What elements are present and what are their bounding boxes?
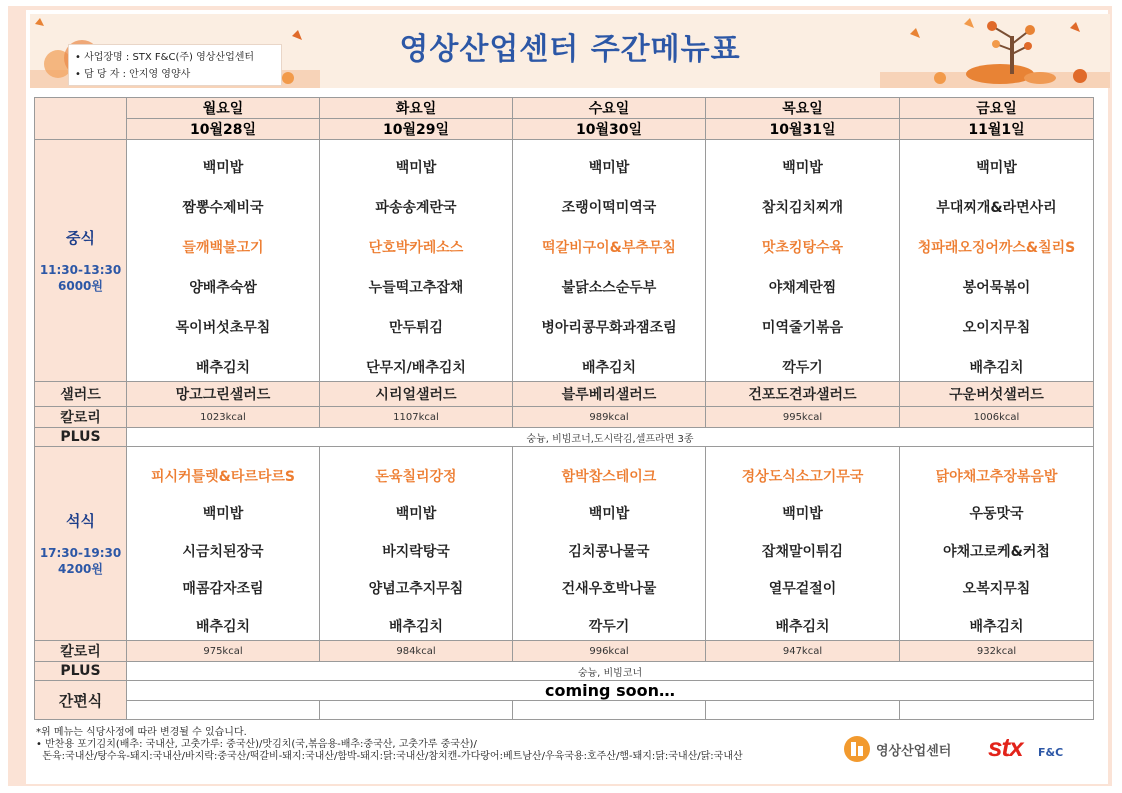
lunch-dish: 봉어묵볶이 [962,279,1031,296]
lunch-dishes-thu [706,141,899,381]
lunch-calorie-label: 칼로리 [35,407,127,428]
lunch-calorie-tue: 1107kcal [320,407,513,428]
lunch-plus-row [35,428,1094,447]
lunch-dish: 깍두기 [782,359,823,376]
lunch-dish: 백미밥 [976,159,1017,176]
dinner-dish: 바지락탕국 [382,543,450,560]
salad-row [35,382,1094,407]
dinner-dish: 피시커틀렛&타르타르S [150,468,295,485]
lunch-dish: 파송송계란국 [375,199,457,216]
dinner-price: 4200원 [58,562,103,576]
lunch-price: 6000원 [58,279,103,293]
dinner-dish: 함박찹스테이크 [561,468,657,485]
lunch-dish: 조랭이떡미역국 [561,199,657,216]
dinner-label-cell [35,447,127,641]
lunch-dish: 들깨백불고기 [182,239,264,256]
lunch-calorie-row [35,407,1094,428]
dinner-dish: 백미밥 [202,506,244,522]
lunch-cell-wed [513,140,706,382]
dinner-dishes-tue [320,448,512,640]
dinner-dish: 돈육칠리강정 [375,468,457,485]
date-tue: 10월29일 [320,119,513,140]
lunch-cell-thu [706,140,900,382]
dinner-dish: 깍두기 [588,618,630,635]
snack-text: coming soon… [127,681,1094,701]
dinner-calorie-fri: 932kcal [900,641,1094,662]
salad-wed: 블루베리샐러드 [513,382,706,407]
lunch-plus-label: PLUS [35,428,127,447]
lunch-dish: 병아리콩무화과잼조림 [541,319,677,336]
dinner-dish: 배추김치 [195,618,251,635]
dinner-plus-label: PLUS [35,662,127,681]
dinner-dish: 백미밥 [588,506,630,522]
date-thu: 10월31일 [706,119,900,140]
dinner-calorie-thu: 947kcal [706,641,900,662]
lunch-calorie-fri: 1006kcal [900,407,1094,428]
snack-empty-fri [900,701,1094,720]
date-wed: 10월30일 [513,119,706,140]
dinner-dish: 배추김치 [969,618,1024,635]
lunch-dish: 백미밥 [588,159,630,176]
footer-logos [842,732,1082,768]
dinner-dishes-wed [513,448,705,640]
lunch-dish: 배추김치 [195,359,251,376]
dinner-dish: 양념고추지무침 [368,581,464,597]
dinner-dish: 오복지무침 [962,581,1031,597]
center-logo-icon [842,734,872,764]
dinner-cell-fri [900,447,1094,641]
dinner-dishes-thu [706,448,899,640]
dinner-dishes-mon [127,448,319,640]
dinner-label: 석식 [66,512,95,530]
lunch-cell-tue [320,140,513,382]
lunch-dish: 백미밥 [395,159,437,176]
lunch-dish: 야채계란찜 [768,279,837,296]
dinner-cell-wed [513,447,706,641]
day-mon: 월요일 [127,98,320,119]
lunch-dish: 단무지/배추김치 [366,359,466,376]
dinner-time: 17:30-19:30 [39,546,122,560]
dinner-dish: 열무겉절이 [768,581,837,597]
lunch-dish: 참치김치찌개 [761,199,844,216]
lunch-dish: 맛초킹탕수육 [761,239,844,256]
lunch-dish: 만두튀김 [388,319,444,336]
lunch-label-cell [35,140,127,382]
dinner-dish: 잡채말이튀김 [761,543,844,560]
salad-fri: 구운버섯샐러드 [900,382,1094,407]
day-tue: 화요일 [320,98,513,119]
dinner-cell-thu [706,447,900,641]
day-thu: 목요일 [706,98,900,119]
lunch-dishes-tue [320,141,512,381]
lunch-cell-fri [900,140,1094,382]
dinner-dish: 매콤감자조림 [182,581,264,597]
dinner-dish: 야채고로케&커첩 [943,543,1050,560]
center-logo-text: 영상산업센터 [876,744,952,759]
salad-mon: 망고그린샐러드 [127,382,320,407]
lunch-calorie-thu: 995kcal [706,407,900,428]
dinner-dish: 배추김치 [775,618,830,635]
dinner-cell-tue [320,447,513,641]
lunch-dishes-wed [513,141,705,381]
date-fri: 11월1일 [900,119,1094,140]
salad-tue: 시리얼샐러드 [320,382,513,407]
dinner-dish: 배추김치 [388,618,444,635]
lunch-dish: 불닭소스순두부 [561,279,657,296]
dinner-dish: 백미밥 [395,506,437,522]
snack-row [35,681,1094,701]
dinner-calorie-tue: 984kcal [320,641,513,662]
lunch-label: 중식 [66,229,95,247]
date-mon: 10월28일 [127,119,320,140]
dinner-dish: 김치콩나물국 [568,543,650,560]
lunch-row [35,140,1094,382]
lunch-dish: 목이버섯초무침 [175,319,271,336]
lunch-time: 11:30-13:30 [39,263,122,277]
dinner-calorie-wed: 996kcal [513,641,706,662]
lunch-calorie-wed: 989kcal [513,407,706,428]
day-row [35,98,1094,119]
snack-label: 간편식 [35,681,127,720]
dinner-dishes-fri [900,448,1093,640]
lunch-dish: 청파래오징어까스&칠리S [917,239,1076,256]
footer-note-origin-1: • 반찬용 포기김치(배추: 국내산, 고춧가루: 중국산)/맛김치(국,볶음용-배추:중국산, 고춧가루 중국산)/ [36,739,477,750]
fc-logo: F&C [1038,746,1064,759]
lunch-dish: 부대찌개&라면사리 [936,199,1057,216]
dinner-calorie-row [35,641,1094,662]
snack-empty-mon [127,701,320,720]
lunch-plus-text: 숭늉, 비빔코너,도시락김,셀프라면 3종 [127,428,1094,447]
dinner-calorie-label: 칼로리 [35,641,127,662]
lunch-dish: 배추김치 [969,359,1024,376]
lunch-dish: 배추김치 [581,359,637,376]
footer-note-change: *위 메뉴는 식당사정에 따라 변경될 수 있습니다. [36,727,247,738]
snack-empty-row [35,701,1094,720]
dinner-dish: 경상도식소고기무국 [741,468,864,485]
date-row [35,119,1094,140]
dinner-dish: 우동맛국 [969,506,1024,522]
snack-empty-thu [706,701,900,720]
lunch-dish: 양배추숙쌈 [189,279,257,296]
manager-name: • 담 당 자 : 안지영 영양사 [75,69,191,80]
corner-cell [35,98,127,140]
header-banner [30,14,1110,88]
day-fri: 금요일 [900,98,1094,119]
lunch-dish: 미역줄기볶음 [761,319,844,336]
lunch-dishes-fri [900,141,1093,381]
page-title: 영상산업센터 주간메뉴표 [399,32,741,67]
weekly-menu-table [34,97,1094,720]
lunch-dish: 단호박카레소스 [368,239,464,256]
lunch-dish: 짬뽕수제비국 [182,199,264,216]
dinner-plus-text: 숭늉, 비빔코너 [127,662,1094,681]
dinner-plus-row [35,662,1094,681]
dinner-calorie-mon: 975kcal [127,641,320,662]
stx-logo: stx [988,732,1023,762]
business-info-box [68,44,282,86]
dinner-dish: 시금치된장국 [182,543,264,560]
lunch-dish: 백미밥 [202,159,244,176]
dinner-row [35,447,1094,641]
footer-note-origin-2: 돈육:국내산/탕수육-돼지:국내산/바지락:중국산/떡갈비-돼지:국내산/함박-돼지:닭:국내산/참치캔-가다랑어:베트남산/우육국용:호주산/햄-돼지:닭:국내산/닭:국내산 [36,751,743,762]
snack-empty-wed [513,701,706,720]
lunch-dish: 오이지무침 [962,319,1031,336]
lunch-dish: 백미밥 [782,159,823,176]
snack-empty-tue [320,701,513,720]
lunch-cell-mon [127,140,320,382]
lunch-dishes-mon [127,141,319,381]
dinner-dish: 백미밥 [782,506,823,522]
dinner-dish: 건새우호박나물 [561,581,657,597]
salad-thu: 건포도견과샐러드 [706,382,900,407]
day-wed: 수요일 [513,98,706,119]
dinner-dish: 닭야채고추장볶음밥 [935,468,1058,485]
business-name: • 사업장명 : STX F&C(주) 영상산업센터 [75,52,255,63]
lunch-dish: 떡갈비구이&부추무침 [542,239,676,256]
lunch-dish: 누들떡고추잡채 [368,279,464,296]
dinner-cell-mon [127,447,320,641]
salad-label: 샐러드 [35,382,127,407]
lunch-calorie-mon: 1023kcal [127,407,320,428]
footer-notes [36,727,743,763]
